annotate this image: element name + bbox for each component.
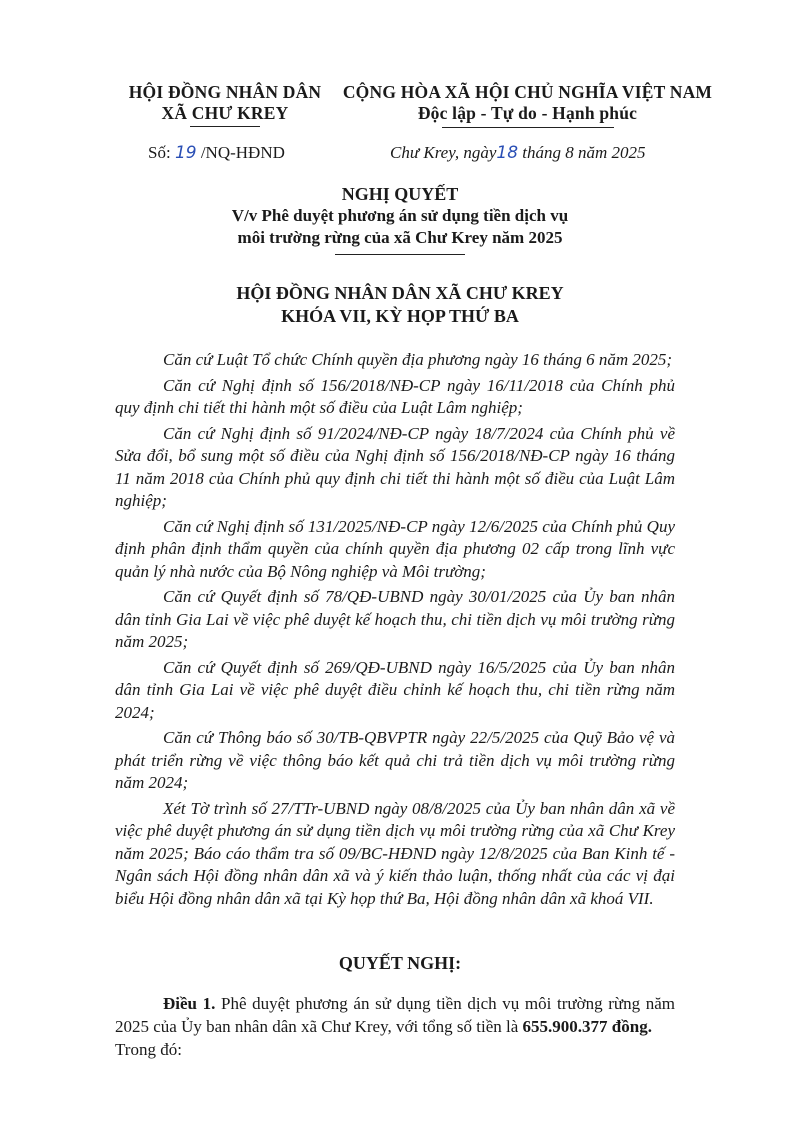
resolution-heading: QUYẾT NGHỊ: [338,953,462,973]
basis-item: Căn cứ Nghị định số 91/2024/NĐ-CP ngày 18/7/2024 của Chính phủ về Sửa đổi, bổ sung một số điều của Nghị định số 156/2018/NĐ-CP ngày 16 tháng 11 năm 2018 của Chính phủ quy định chi tiết thi hành một số điều của Luật Lâm nghiệp; [115,423,675,510]
article-end: . [647,1017,652,1036]
motto-underline [442,127,614,128]
org-name-line1: HỘI ĐỒNG NHÂN DÂN [128,82,322,102]
country-name: CỘNG HÒA XÃ HỘI CHỦ NGHĨA VIỆT NAM [342,82,713,102]
article-1 [115,992,675,1061]
national-motto: Độc lập - Tự do - Hạnh phúc [417,103,638,123]
total-amount: 655.900.377 đồng [522,1017,648,1036]
basis-item: Căn cứ Luật Tổ chức Chính quyền địa phương ngày 16 tháng 6 năm 2025; [163,350,673,369]
date-prefix: Chư Krey, ngày [390,143,497,162]
document-number [148,143,285,163]
article-text: Phê duyệt phương án sử dụng tiền dịch vụ môi trường rừng năm 2025 của Ủy ban nhân dân xã Chư Krey, với tổng số tiền là [115,994,675,1036]
document-date [390,143,646,163]
council-session: KHÓA VII, KỲ HỌP THỨ BA [281,306,519,326]
subject-line2: môi trường rừng của xã Chư Krey năm 2025 [237,228,563,247]
number-suffix: /NQ-HĐND [200,143,285,162]
title-underline [335,254,465,255]
basis-item: Căn cứ Nghị định số 131/2025/NĐ-CP ngày 12/6/2025 của Chính phủ Quy định phân định thẩm quyền của chính quyền địa phương 02 cấp trong lĩnh vực quản lý nhà nước của Bộ Nông nghiệp và Môi trường; [115,516,675,581]
basis-item: Căn cứ Thông báo số 30/TB-QBVPTR ngày 22/5/2025 của Quỹ Bảo vệ và phát triển rừng về việc thông báo kết quả chi trả tiền dịch vụ môi trường rừng năm 2024; [115,728,675,792]
council-name: HỘI ĐỒNG NHÂN DÂN XÃ CHƯ KREY [236,283,564,303]
document-type: NGHỊ QUYẾT [341,184,459,204]
article-label: Điều 1. [163,994,216,1013]
handwritten-day: 18 [496,143,519,163]
date-suffix: tháng 8 năm 2025 [522,143,646,162]
basis-item: Căn cứ Quyết định số 78/QĐ-UBND ngày 30/01/2025 của Ủy ban nhân dân tỉnh Gia Lai về việc phê duyệt kế hoạch thu, chi tiền dịch vụ môi trường rừng năm 2025; [115,587,675,651]
legal-bases [115,349,675,910]
article-continuation: Trong đó: [115,1040,182,1059]
subject-line1: V/v Phê duyệt phương án sử dụng tiền dịch vụ [231,206,569,225]
org-name-line2: XÃ CHƯ KREY [161,103,289,123]
basis-item: Căn cứ Quyết định số 269/QĐ-UBND ngày 16/5/2025 của Ủy ban nhân dân tỉnh Gia Lai về việc phê duyệt điều chỉnh kế hoạch thu, chi tiền rừng năm 2024; [115,657,675,722]
number-prefix: Số: [148,143,171,162]
org-underline [190,126,260,127]
basis-item: Xét Tờ trình số 27/TTr-UBND ngày 08/8/2025 của Ủy ban nhân dân xã về việc phê duyệt phương án sử dụng tiền dịch vụ môi trường rừng của xã Chư Krey năm 2025; Báo cáo thẩm tra số 09/BC-HĐND ngày 12/8/2025 của Ban Kinh tế - Ngân sách Hội đồng nhân dân xã và ý kiến thảo luận, thống nhất của các vị đại biểu Hội đồng nhân dân xã tại Kỳ họp thứ Ba, Hội đồng nhân dân xã khoá VII. [115,798,675,908]
basis-item: Căn cứ Nghị định số 156/2018/NĐ-CP ngày 16/11/2018 của Chính phủ quy định chi tiết thi hành một số điều của Luật Lâm nghiệp; [115,375,675,417]
handwritten-number: 19 [174,143,197,163]
